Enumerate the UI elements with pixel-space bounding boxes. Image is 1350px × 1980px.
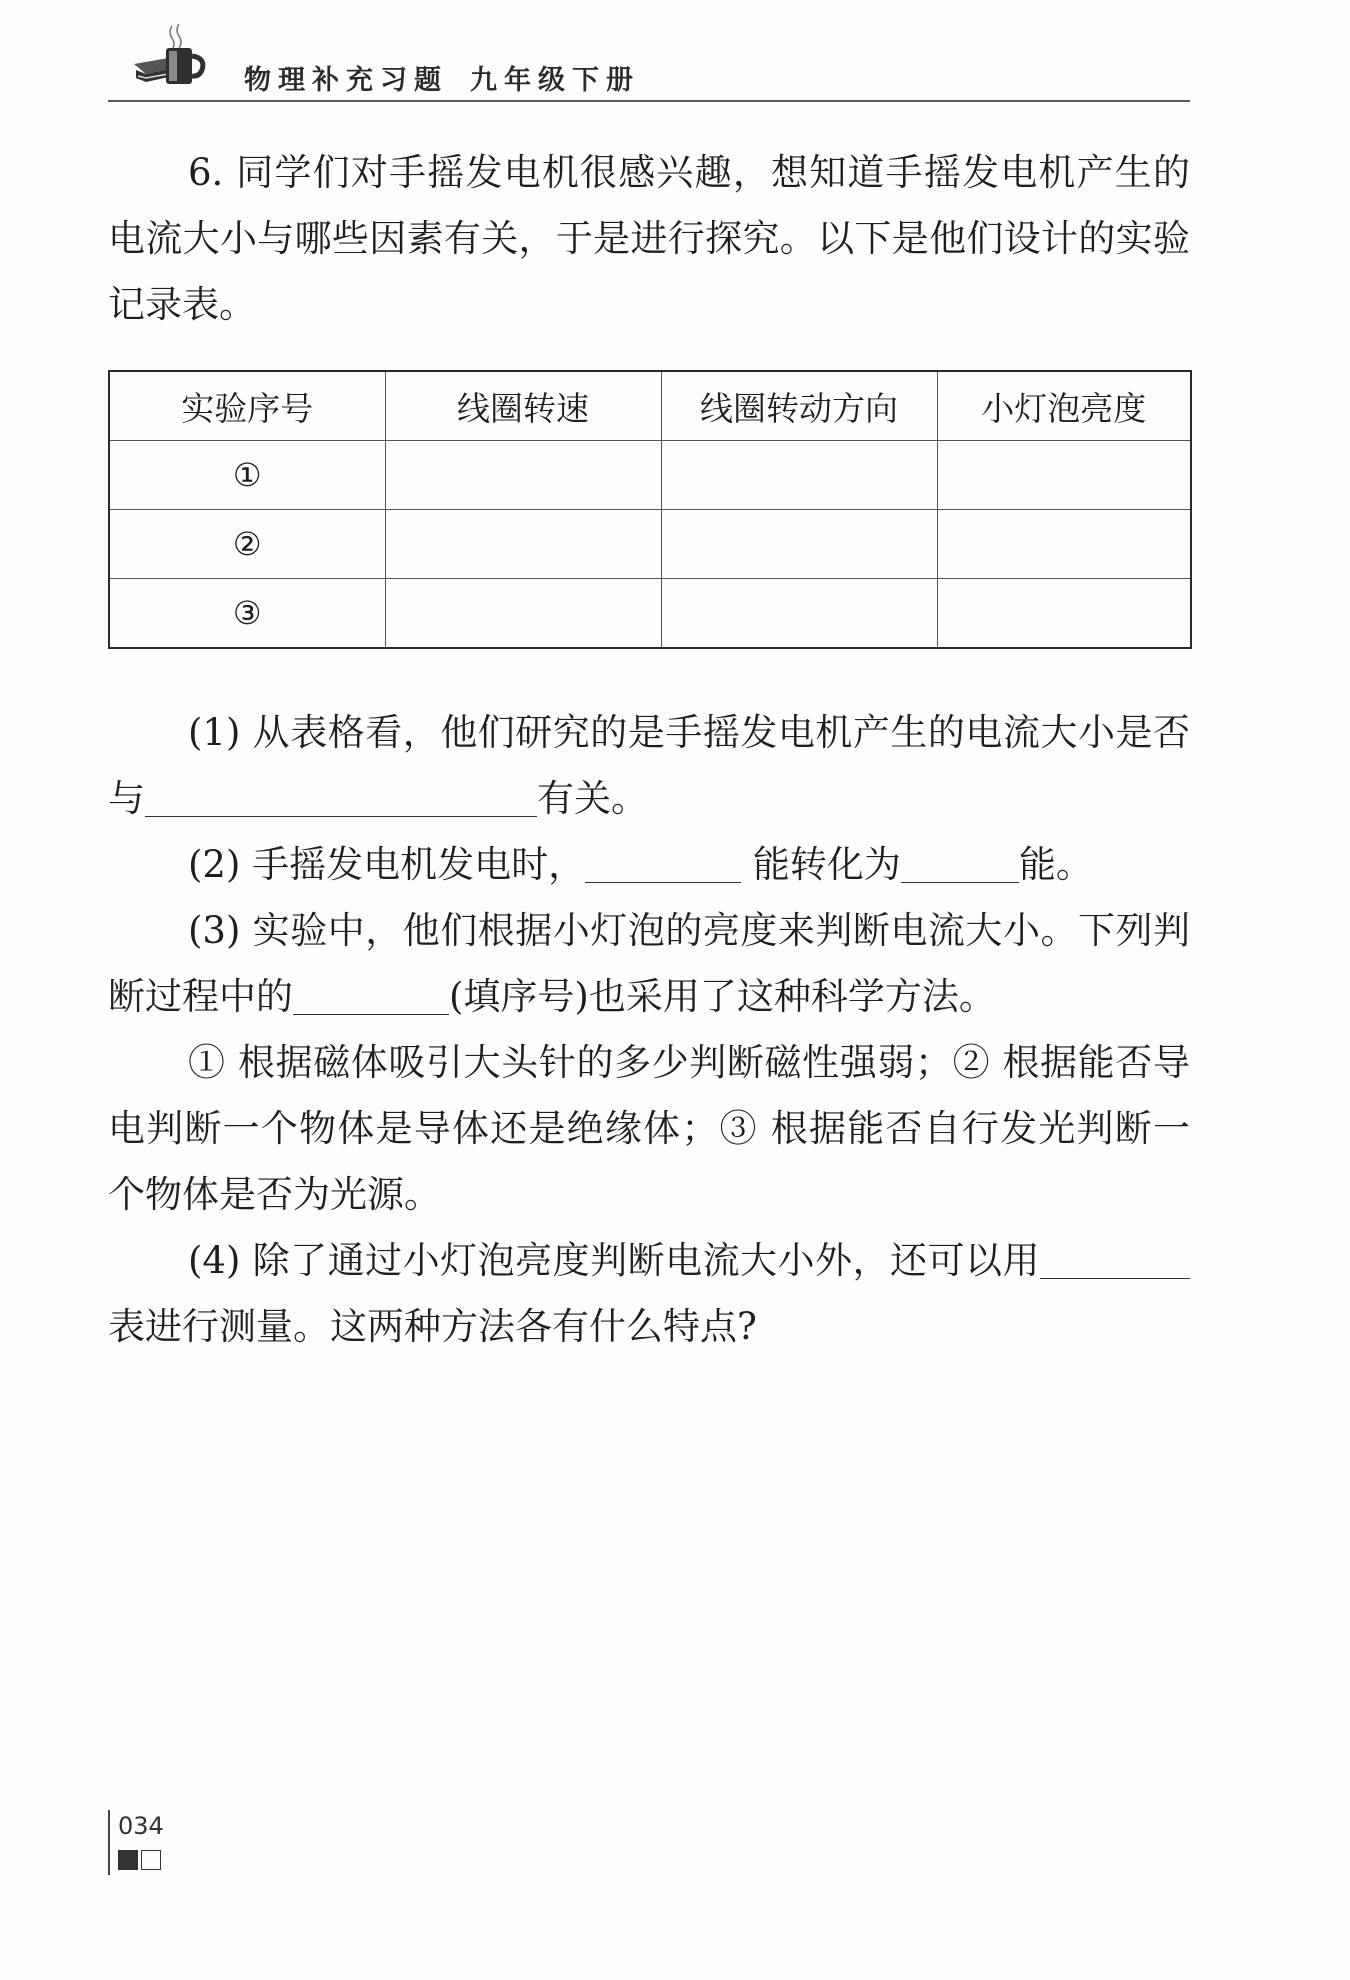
table-header-row	[109, 371, 1191, 441]
sub1-tail: 有关。	[537, 777, 648, 820]
table-cell	[937, 510, 1191, 579]
header-rule	[108, 100, 1190, 102]
table-cell	[661, 510, 937, 579]
footer-squares	[118, 1850, 164, 1870]
table-cell	[937, 441, 1191, 510]
table-cell	[661, 579, 937, 649]
book-and-mug-icon	[132, 20, 214, 92]
table-row	[109, 579, 1191, 649]
trial-index: ①	[109, 441, 385, 510]
book-title: 物理补充习题	[244, 65, 448, 96]
header-coil-speed: 线圈转速	[385, 371, 661, 441]
question-intro: 6. 同学们对手摇发电机很感兴趣，想知道手摇发电机产生的电流大小与哪些因素有关，于是进行探究。以下是他们设计的实验记录表。	[108, 151, 1190, 326]
header-bulb-brightness: 小灯泡亮度	[937, 371, 1191, 441]
answer-blank-2a[interactable]	[585, 842, 741, 883]
sub2-text: (2) 手摇发电机发电时，	[188, 843, 586, 886]
answer-blank-3[interactable]	[293, 974, 449, 1015]
page-number: 034	[118, 1812, 164, 1840]
sub2-tail: 能。	[1018, 843, 1093, 886]
sub-question-3	[108, 898, 1190, 1030]
sub4-tail: 表进行测量。这两种方法各有什么特点?	[108, 1305, 757, 1348]
trial-index: ②	[109, 510, 385, 579]
table-cell	[661, 441, 937, 510]
grade-label: 九年级下册	[470, 65, 640, 96]
answer-blank-4[interactable]	[1040, 1238, 1190, 1279]
answer-blank-2b[interactable]	[901, 842, 1019, 883]
footer-rule	[108, 1810, 110, 1875]
table-row	[109, 510, 1191, 579]
empty-square-icon	[141, 1850, 161, 1870]
sub4-text: (4) 除了通过小灯泡亮度判断电流大小外，还可以用	[188, 1239, 1040, 1282]
answer-blank-1[interactable]	[145, 776, 537, 817]
header-trial-number: 实验序号	[109, 371, 385, 441]
table-cell	[937, 579, 1191, 649]
table-cell	[385, 579, 661, 649]
table-cell	[385, 510, 661, 579]
table-row	[109, 441, 1191, 510]
sub-question-2	[108, 832, 1190, 898]
sub3-tail: (填序号)也采用了这种科学方法。	[449, 975, 996, 1018]
trial-index: ③	[109, 579, 385, 649]
sub2-middle: 能转化为	[741, 843, 901, 886]
header-coil-direction: 线圈转动方向	[661, 371, 937, 441]
sub1-text: (1) 从表格看，他们研究的是手摇发电机产生的电流大小是否与	[108, 711, 1190, 820]
filled-square-icon	[118, 1850, 138, 1870]
header-title	[244, 58, 640, 97]
sub3-text: (3) 实验中，他们根据小灯泡的亮度来判断电流大小。下列判断过程中的	[108, 909, 1190, 1018]
experiment-record-table	[108, 370, 1192, 649]
sub-question-4	[108, 1228, 1190, 1360]
table-cell	[385, 441, 661, 510]
method-options: ① 根据磁体吸引大头针的多少判断磁性强弱；② 根据能否导电判断一个物体是导体还是绝缘体；③ 根据能否自行发光判断一个物体是否为光源。	[108, 1041, 1190, 1216]
sub-question-1	[108, 700, 1190, 832]
